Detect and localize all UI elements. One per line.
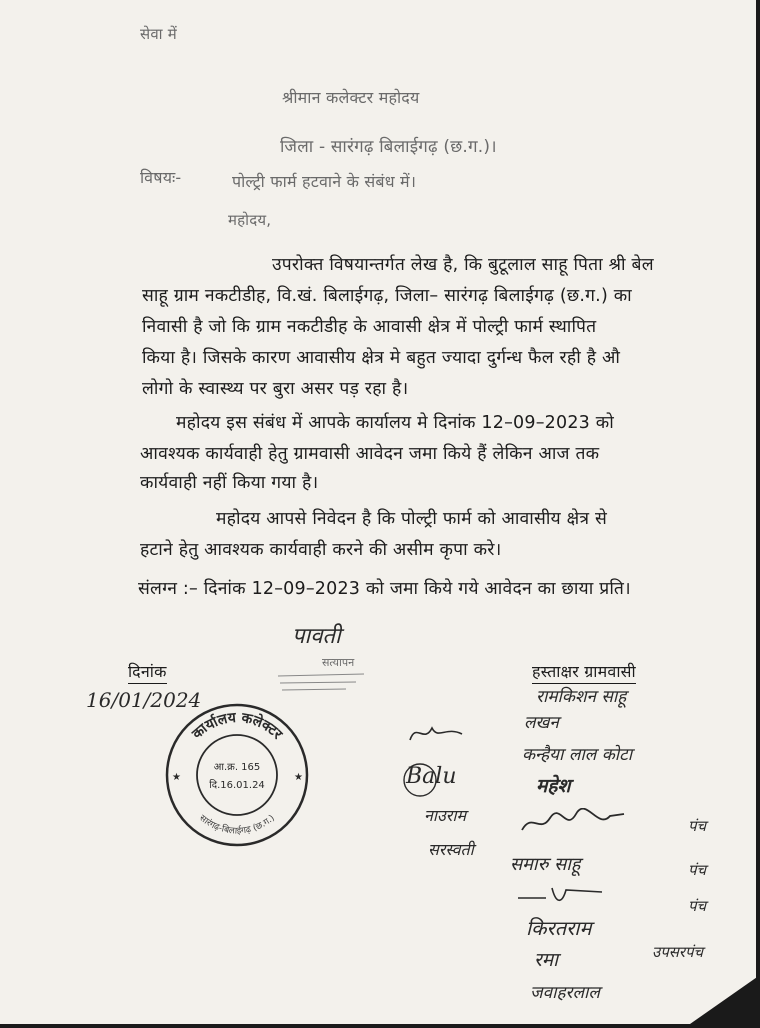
stamp-bottom-text: सारंगढ़-बिलाईगढ़ (छ.ग.) (197, 813, 277, 837)
subject-label: विषयः- (140, 168, 182, 187)
date-value: 16/01/2024 (86, 688, 202, 712)
role-1: पंच (688, 817, 707, 835)
receipt-sub: सत्यापन (322, 656, 355, 669)
signature-8: किरतराम (526, 916, 592, 940)
svg-text:★: ★ (294, 772, 303, 783)
salutation: महोदय, (228, 211, 272, 229)
to-line: सेवा में (140, 25, 177, 43)
body-p1-line3: निवासी है जो कि ग्राम नकटीडीह के आवासी क्षेत्र में पोल्ट्री फार्म स्थापित (142, 317, 597, 337)
body-p1-line4: किया है। जिसके कारण आवासीय क्षेत्र मे बहुत ज्यादा दुर्गन्ध फैल रही है औ (142, 348, 621, 368)
signatures-label: हस्ताक्षर ग्रामवासी (532, 660, 636, 684)
svg-text:★: ★ (172, 772, 181, 783)
role-4: उपसरपंच (652, 943, 704, 961)
body-p3-line1: महोदय आपसे निवेदन है कि पोल्ट्री फार्म को आवासीय क्षेत्र से (216, 509, 608, 529)
body-p3-line2: हटाने हेतु आवश्यक कार्यवाही करने की असीम कृपा करे। (140, 540, 502, 560)
body-p2-line2: आवश्यक कार्यवाही हेतु ग्रामवासी आवेदन जमा किये हैं लेकिन आज तक (140, 444, 600, 464)
signature-9: रमा (534, 949, 559, 971)
page-fold-shadow (0, 975, 760, 1024)
stamp-date: दि.16.01.24 (209, 780, 265, 791)
signature-5: नाउराम (424, 806, 467, 825)
stamp-top-text: कार्यालय कलेक्टर (189, 709, 286, 743)
receipt-mark: पावती (292, 624, 341, 649)
body-p2-line3: कार्यवाही नहीं किया गया है। (140, 473, 319, 493)
subject-text: पोल्ट्री फार्म हटवाने के संबंध में। (232, 172, 417, 191)
district-line: जिला - सारंगढ़ बिलाईगढ़ (छ.ग.)। (280, 137, 497, 157)
enclosure-line: संलग्न :– दिनांक 12–09–2023 को जमा किये गये आवेदन का छाया प्रति। (138, 579, 631, 599)
signature-7: समारु साहू (510, 854, 581, 875)
signature-10: जवाहरलाल (530, 983, 600, 1003)
body-p1-line1: उपरोक्त विषयान्तर्गत लेख है, कि बुटूलाल साहू पिता श्री बेल (272, 255, 654, 275)
stamp-inward-number: आ.क्र. 165 (213, 762, 261, 773)
signature-balu: Balu (406, 764, 457, 789)
signature-balu-loop (400, 760, 460, 804)
signature-scribble-1 (518, 808, 628, 842)
body-p1-line2: साहू ग्राम नकटीडीह, वि.खं. बिलाईगढ़, जिला– सारंगढ़ बिलाईगढ़ (छ.ग.) का (142, 286, 632, 306)
signature-scribble-3 (516, 884, 606, 912)
signature-3: कन्हैया लाल कोटा (522, 745, 633, 765)
signature-4: महेश (536, 775, 571, 797)
body-p1-line5: लोगो के स्वास्थ्य पर बुरा असर पड़ रहा है। (142, 379, 409, 399)
svg-text:सारंगढ़-बिलाईगढ़ (छ.ग.) (197, 813, 277, 836)
addressee: श्रीमान कलेक्टर महोदय (282, 88, 420, 107)
receipt-scribble (276, 670, 368, 694)
role-2: पंच (688, 861, 707, 879)
signature-2: लखन (524, 713, 559, 733)
signature-6: सरस्वती (428, 840, 474, 859)
date-label: दिनांक (128, 660, 167, 684)
body-p2-line1: महोदय इस संबंध में आपके कार्यालय मे दिनांक 12–09–2023 को (176, 413, 614, 433)
collector-office-stamp (162, 700, 312, 850)
role-3: पंच (688, 897, 707, 915)
signature-scribble-2 (406, 720, 466, 754)
signature-1: रामकिशन साहू (536, 687, 627, 707)
